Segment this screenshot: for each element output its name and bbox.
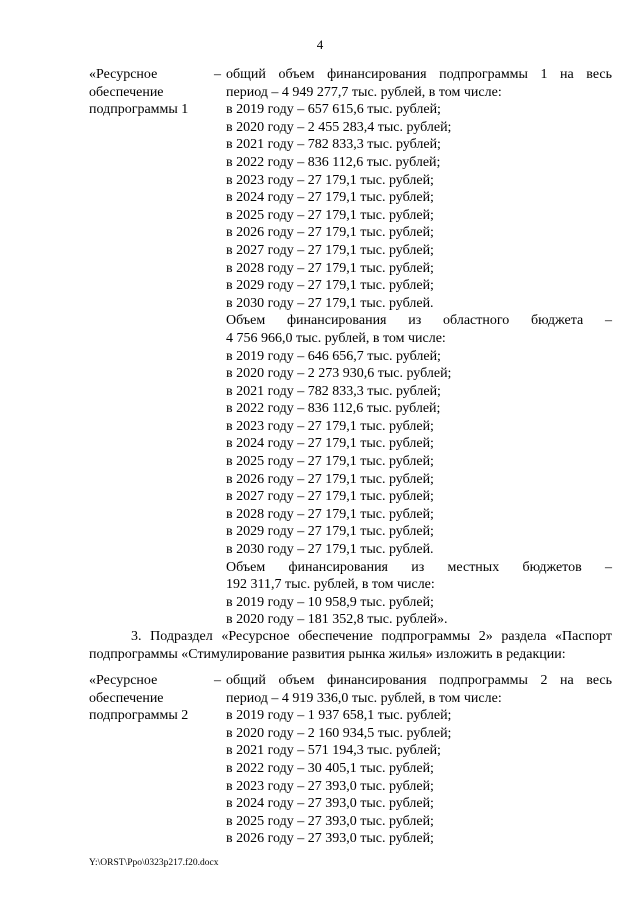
- year-line: в 2020 году – 2 455 283,4 тыс. рублей;: [226, 119, 452, 135]
- section-label: [89, 66, 214, 629]
- year-line: в 2022 году – 30 405,1 тыс. рублей;: [226, 760, 434, 776]
- year-line: в 2019 году – 646 656,7 тыс. рублей;: [226, 348, 441, 364]
- year-line: в 2019 году – 1 937 658,1 тыс. рублей;: [226, 708, 452, 724]
- local-heading: Объем финансирования из местных бюджетов –: [226, 559, 612, 575]
- section-label: [89, 672, 214, 848]
- year-line: в 2023 году – 27 393,0 тыс. рублей;: [226, 778, 434, 794]
- resource-section-2: [89, 672, 612, 848]
- resource-section-1: [89, 66, 612, 629]
- year-line: в 2029 году – 27 179,1 тыс. рублей;: [226, 524, 434, 540]
- text-line: 4 756 966,0 тыс. рублей, в том числе:: [226, 330, 446, 346]
- paragraph-line: подпрограммы «Стимулирование развития рынка жилья» изложить в редакции:: [89, 646, 566, 662]
- label-line: обеспечение: [89, 84, 164, 100]
- total-heading: общий объем финансирования подпрограммы 1 на весь: [226, 67, 612, 82]
- total-heading: общий объем финансирования подпрограммы 2 на весь: [226, 673, 612, 688]
- year-line: в 2030 году – 27 179,1 тыс. рублей.: [226, 542, 434, 558]
- year-line: в 2020 году – 181 352,8 тыс. рублей».: [226, 612, 448, 628]
- paragraph-3: [89, 628, 612, 663]
- year-line: в 2024 году – 27 179,1 тыс. рублей;: [226, 190, 434, 206]
- year-line: в 2021 году – 782 833,3 тыс. рублей;: [226, 137, 441, 153]
- label-line: подпрограммы 2: [89, 708, 189, 724]
- year-line: в 2023 году – 27 179,1 тыс. рублей;: [226, 172, 434, 188]
- regional-heading: Объем финансирования из областного бюджета –: [226, 313, 612, 329]
- year-line: в 2021 году – 782 833,3 тыс. рублей;: [226, 383, 441, 399]
- label-line: обеспечение: [89, 690, 164, 706]
- year-line: в 2019 году – 10 958,9 тыс. рублей;: [226, 594, 434, 610]
- file-path-footer: Y:\ORST\Ppo\0323p217.f20.docx: [89, 858, 219, 868]
- section-content: [226, 66, 612, 629]
- text-line: период – 4 919 336,0 тыс. рублей, в том числе:: [226, 690, 502, 706]
- year-line: в 2020 году – 2 160 934,5 тыс. рублей;: [226, 725, 452, 741]
- paragraph-line: 3. Подраздел «Ресурсное обеспечение подпрограммы 2» раздела «Паспорт: [131, 629, 612, 644]
- dash: –: [214, 67, 221, 82]
- label-line: «Ресурсное: [89, 67, 158, 82]
- year-line: в 2030 году – 27 179,1 тыс. рублей.: [226, 295, 434, 311]
- year-line: в 2027 году – 27 179,1 тыс. рублей;: [226, 242, 434, 258]
- year-line: в 2028 году – 27 179,1 тыс. рублей;: [226, 260, 434, 276]
- year-line: в 2021 году – 571 194,3 тыс. рублей;: [226, 743, 441, 759]
- text-line: 192 311,7 тыс. рублей, в том числе:: [226, 577, 435, 593]
- section-content: [226, 672, 612, 848]
- year-line: в 2025 году – 27 179,1 тыс. рублей;: [226, 207, 434, 223]
- year-line: в 2024 году – 27 179,1 тыс. рублей;: [226, 436, 434, 452]
- year-line: в 2025 году – 27 393,0 тыс. рублей;: [226, 813, 434, 829]
- year-line: в 2025 году – 27 179,1 тыс. рублей;: [226, 454, 434, 470]
- year-line: в 2026 году – 27 179,1 тыс. рублей;: [226, 471, 434, 487]
- year-line: в 2019 году – 657 615,6 тыс. рублей;: [226, 102, 441, 118]
- label-line: подпрограммы 1: [89, 102, 189, 118]
- year-line: в 2026 году – 27 393,0 тыс. рублей;: [226, 831, 434, 847]
- page-number: 4: [316, 37, 324, 52]
- label-line: «Ресурсное: [89, 673, 158, 688]
- year-line: в 2029 году – 27 179,1 тыс. рублей;: [226, 278, 434, 294]
- year-line: в 2026 году – 27 179,1 тыс. рублей;: [226, 225, 434, 241]
- text-line: период – 4 949 277,7 тыс. рублей, в том числе:: [226, 84, 502, 100]
- year-line: в 2028 году – 27 179,1 тыс. рублей;: [226, 506, 434, 522]
- year-line: в 2022 году – 836 112,6 тыс. рублей;: [226, 154, 441, 170]
- year-line: в 2024 году – 27 393,0 тыс. рублей;: [226, 796, 434, 812]
- year-line: в 2023 году – 27 179,1 тыс. рублей;: [226, 418, 434, 434]
- year-line: в 2020 году – 2 273 930,6 тыс. рублей;: [226, 366, 452, 382]
- dash: –: [214, 673, 221, 688]
- year-line: в 2027 году – 27 179,1 тыс. рублей;: [226, 489, 434, 505]
- year-line: в 2022 году – 836 112,6 тыс. рублей;: [226, 401, 441, 417]
